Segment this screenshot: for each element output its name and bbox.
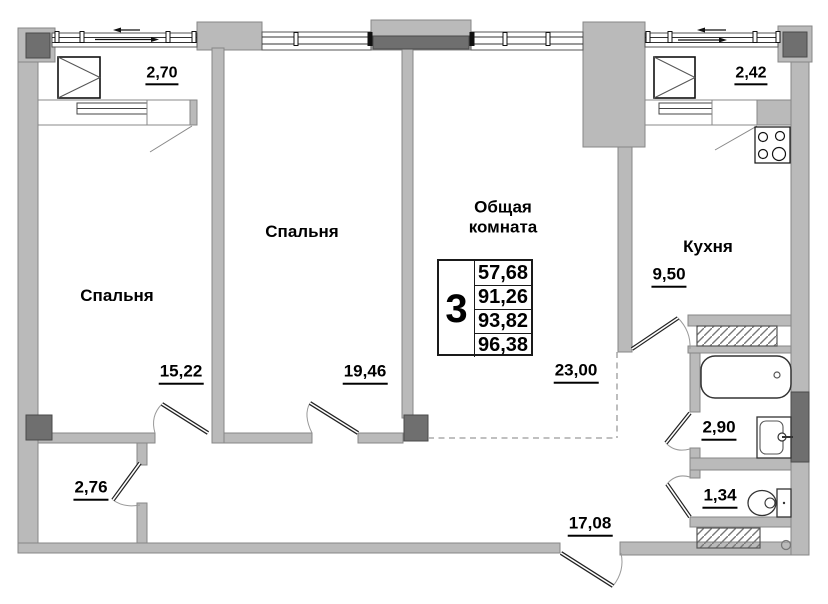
door-kitchen <box>632 318 690 349</box>
bedroom-mid-area: 19,46 <box>343 362 388 385</box>
washbasin <box>757 417 793 458</box>
area-info-table <box>437 259 533 356</box>
door-wc <box>667 476 690 517</box>
area-value-row: 96,38 <box>475 333 531 357</box>
balcony-door-window-left <box>38 100 197 152</box>
bathtub <box>701 356 791 398</box>
storage-area: 2,76 <box>73 478 108 501</box>
casement-window-symbol-right <box>654 57 695 98</box>
door-storage <box>113 463 140 506</box>
living-room-name: Общая комната <box>468 197 538 236</box>
area-value-row: 57,68 <box>477 261 529 284</box>
bedroom-mid-name: Спальня <box>265 222 339 242</box>
vent-shaft-top-right <box>783 32 807 57</box>
area-values <box>475 261 531 357</box>
door-bedroom-mid <box>307 403 358 433</box>
door-entrance <box>561 553 622 586</box>
toilet <box>748 489 791 517</box>
hallway-area: 17,08 <box>568 514 613 537</box>
kitchen-area: 9,50 <box>651 265 686 288</box>
wc-area: 1,34 <box>702 486 737 509</box>
bathroom-area: 2,90 <box>701 418 736 441</box>
living-room-area: 23,00 <box>554 361 599 384</box>
bedroom-left-name: Спальня <box>80 286 154 306</box>
casement-window-symbol-left <box>58 57 100 98</box>
vent-shaft-wc <box>697 528 760 548</box>
balcony-door-swing-line <box>150 126 192 152</box>
window-bedroom-mid <box>262 32 372 50</box>
rooms-count: 3 <box>439 261 475 357</box>
vent-shaft-top-left <box>26 33 50 58</box>
balcony-door-swing-line <box>715 126 757 150</box>
kitchen-name: Кухня <box>683 237 733 257</box>
door-bathroom <box>666 413 690 450</box>
bedroom-left-area: 15,22 <box>159 362 204 385</box>
vent-shaft-bathroom <box>697 326 777 346</box>
window-balcony-right <box>645 28 780 48</box>
area-value-row: 93,82 <box>475 309 531 333</box>
area-value-row: 91,26 <box>475 285 531 309</box>
window-balcony-left <box>52 28 197 48</box>
balcony-right-area: 2,42 <box>734 64 767 85</box>
stove <box>755 127 790 163</box>
door-bedroom-left <box>154 404 208 433</box>
balcony-left-area: 2,70 <box>145 64 178 85</box>
window-living <box>470 32 583 50</box>
